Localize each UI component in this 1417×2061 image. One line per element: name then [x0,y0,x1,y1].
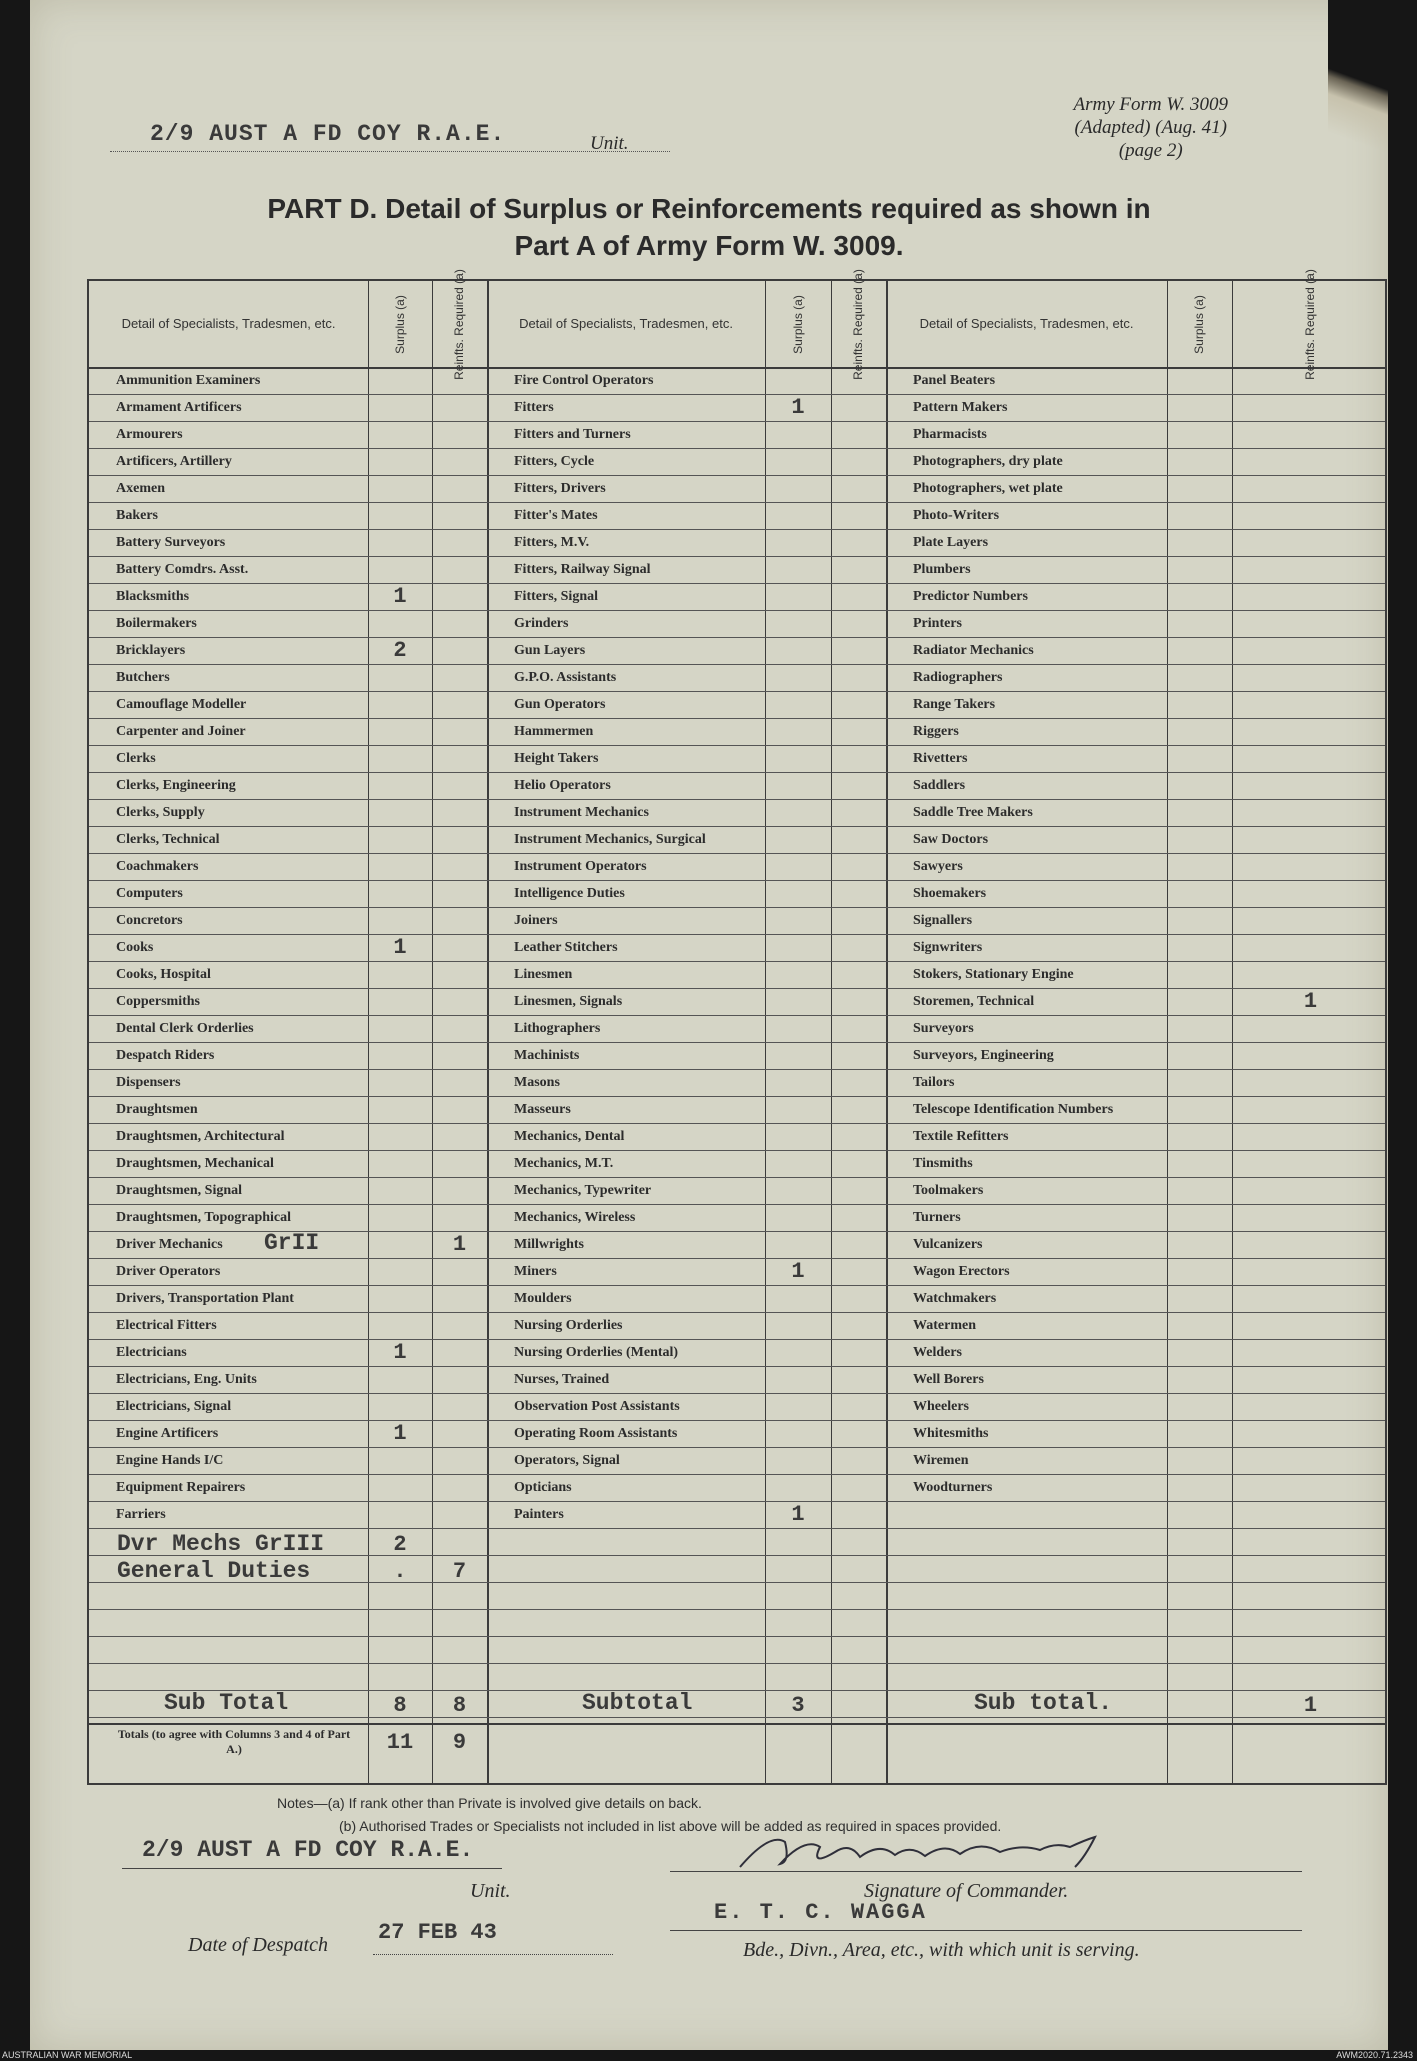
table-row-label: Artificers, Artillery [116,454,232,469]
bde-value: E. T. C. WAGGA [714,1900,927,1925]
header-rule [89,367,1385,369]
table-row-label: Saw Doctors [913,832,989,847]
form-ref-line: Army Form W. 3009 [1073,94,1228,115]
header-surplus [765,284,831,364]
table-row-label: Whitesmiths [913,1426,989,1441]
row-rule [89,637,1385,638]
table-row-label: Fitters [514,400,554,415]
table-row-label: Tailors [913,1075,955,1090]
handwritten-row-label: Dvr Mechs GrIII [117,1531,325,1557]
table-row-label: Battery Surveyors [116,535,226,550]
row-rule [89,1258,1385,1259]
row-rule [89,529,1385,530]
table-row-label: Plumbers [913,562,971,577]
form-ref-line: (page 2) [1118,140,1183,161]
header-surplus [1167,284,1232,364]
table-row-label: Nursing Orderlies [514,1318,623,1333]
signature-line [670,1871,1302,1872]
table-row-label: Drivers, Transportation Plant [116,1291,294,1306]
table-row-label: Leather Stitchers [514,940,618,955]
table-row-label: Miners [514,1264,557,1279]
table-row-label: Shoemakers [913,886,987,901]
row-rule [89,610,1385,611]
handwritten-grade: GrII [264,1230,320,1256]
table-row-label: Vulcanizers [913,1237,983,1252]
table-row-label: Rivetters [913,751,968,766]
surplus-value: . [393,1559,407,1584]
row-rule [89,1663,1385,1664]
table-row-label: Mechanics, M.T. [514,1156,614,1171]
table-row-label: Gun Layers [514,643,586,658]
table-row-label: Coachmakers [116,859,199,874]
header-surplus-text: Surplus (a) [1192,294,1206,354]
table-row-label: Engine Artificers [116,1426,219,1441]
table-row-label: Ammunition Examiners [116,373,261,388]
table-row-label: Radiographers [913,670,1003,685]
table-row-label: Operators, Signal [514,1453,620,1468]
row-rule [89,1366,1385,1367]
table-row-label: Surveyors, Engineering [913,1048,1054,1063]
table-row-label: Axemen [116,481,165,496]
column-divider [1232,281,1233,1783]
table-row-label: Engine Hands I/C [116,1453,224,1468]
table-row-label: Draughtsmen, Mechanical [116,1156,274,1171]
row-rule [89,745,1385,746]
header-reinfts-text: Reinfts. Required (a) [452,268,466,380]
row-rule [89,1609,1385,1610]
table-row-label: Nurses, Trained [514,1372,610,1387]
group-divider [487,281,489,1783]
row-rule [89,1339,1385,1340]
table-row-label: Fitters and Turners [514,427,631,442]
table-row-label: Range Takers [913,697,996,712]
table-row-label: Bakers [116,508,158,523]
header-detail: Detail of Specialists, Tradesmen, etc. [121,316,336,331]
row-rule [89,1096,1385,1097]
table-row-label: Tinsmiths [913,1156,973,1171]
date-value: 27 FEB 43 [378,1920,497,1945]
subtotal-reinfts: 8 [452,1693,467,1718]
table-row-label: Masons [514,1075,560,1090]
reinfts-value: 7 [452,1559,467,1584]
table-row-label: Cooks, Hospital [116,967,211,982]
bde-line [670,1930,1302,1931]
subtotal-rule [89,1723,1385,1725]
row-rule [89,772,1385,773]
note-a: Notes—(a) If rank other than Private is involved give details on back. [277,1795,702,1811]
header-reinfts-text: Reinfts. Required (a) [851,268,865,380]
header-reinfts [1232,268,1389,380]
table-row-label: Turners [913,1210,961,1225]
table-row-label: Instrument Mechanics [514,805,649,820]
table-row-label: Driver Operators [116,1264,221,1279]
table-row-label: Carpenter and Joiner [116,724,246,739]
row-rule [89,448,1385,449]
table-row-label: Despatch Riders [116,1048,215,1063]
table-row-label: Watermen [913,1318,976,1333]
row-rule [89,1420,1385,1421]
archive-footer [0,2050,1417,2061]
row-rule [89,907,1385,908]
table-row-label: Grinders [514,616,569,631]
table-row-label: Signwriters [913,940,983,955]
table-row-label: Armament Artificers [116,400,242,415]
row-rule [89,961,1385,962]
table-row-label: Predictor Numbers [913,589,1028,604]
table-row-label: Linesmen, Signals [514,994,623,1009]
table-row-label: Linesmen [514,967,573,982]
table-row-label: Intelligence Duties [514,886,625,901]
table-row-label: Mechanics, Typewriter [514,1183,652,1198]
row-rule [89,691,1385,692]
table-row-label: Sawyers [913,859,963,874]
table-row-label: Equipment Repairers [116,1480,246,1495]
row-rule [89,718,1385,719]
table-row-label: Wiremen [913,1453,969,1468]
surplus-value: 1 [791,395,805,420]
surplus-value: 1 [393,584,407,609]
table-row-label: Riggers [913,724,959,739]
table-row-label: Electricians, Signal [116,1399,232,1414]
surplus-value: 1 [393,1421,407,1446]
table-row-label: Mechanics, Dental [514,1129,625,1144]
unit-value-bottom: 2/9 AUST A FD COY R.A.E. [142,1837,474,1863]
row-rule [89,1447,1385,1448]
header-surplus-text: Surplus (a) [790,294,805,354]
note-b: (b) Authorised Trades or Specialists not included in list above will be added as required in spaces provided. [339,1818,1002,1834]
surplus-value: 1 [791,1259,805,1284]
table-row-label: Surveyors [913,1021,974,1036]
totals-label: Totals (to agree with Columns 3 and 4 of Part A.) [117,1727,351,1756]
table-row-label: Wagon Erectors [913,1264,1010,1279]
table-row-label: Opticians [514,1480,572,1495]
row-rule [89,394,1385,395]
handwritten-row-label: General Duties [117,1558,311,1584]
surplus-value: 2 [393,638,407,663]
specialists-table [87,268,1387,1785]
table-row-label: Wheelers [913,1399,969,1414]
table-row-label: Gun Operators [514,697,606,712]
table-row-label: Instrument Operators [514,859,647,874]
commander-signature [710,1822,1210,1882]
row-rule [89,475,1385,476]
table-row-label: Fitters, Railway Signal [514,562,651,577]
unit-value-top: 2/9 AUST A FD COY R.A.E. [150,121,506,147]
subtotal-label: Sub Total [164,1690,289,1716]
table-row-label: Well Borers [913,1372,984,1387]
table-row-label: Observation Post Assistants [514,1399,680,1414]
table-row-label: Photo-Writers [913,508,1000,523]
table-row-label: Fitter's Mates [514,508,598,523]
table-row-label: Lithographers [514,1021,601,1036]
table-row-label: Masseurs [514,1102,571,1117]
column-divider [1167,281,1168,1783]
table-row-label: Machinists [514,1048,580,1063]
row-rule [89,1474,1385,1475]
table-row-label: Boilermakers [116,616,197,631]
subtotal-label: Sub total. [974,1690,1113,1716]
table-row-label: Storemen, Technical [913,994,1035,1009]
form-page [30,0,1388,2050]
bde-label: Bde., Divn., Area, etc., with which unit is serving. [743,1939,1140,1961]
row-rule [89,556,1385,557]
row-rule [89,1717,1385,1718]
table-row-label: Operating Room Assistants [514,1426,678,1441]
table-row-label: Pattern Makers [913,400,1008,415]
table-row-label: Clerks, Supply [116,805,205,820]
header-reinfts [831,268,886,380]
unit-line-bottom [122,1868,502,1869]
table-row-label: Electricians, Eng. Units [116,1372,257,1387]
table-row-label: Clerks [116,751,156,766]
surplus-value: 2 [393,1532,407,1557]
table-row-label: Saddle Tree Makers [913,805,1033,820]
row-rule [89,1636,1385,1637]
table-row-label: Printers [913,616,962,631]
row-rule [89,988,1385,989]
subtotal-surplus: 8 [393,1693,407,1718]
table-row-label: Butchers [116,670,170,685]
table-row-label: Joiners [514,913,558,928]
table-row-label: Telescope Identification Numbers [913,1102,1114,1117]
subtotal-reinfts: 1 [1303,1693,1318,1718]
table-row-label: Cooks [116,940,154,955]
table-row-label: Clerks, Technical [116,832,220,847]
table-row-label: Electricians [116,1345,187,1360]
table-row-label: Armourers [116,427,183,442]
row-rule [89,421,1385,422]
row-rule [89,1393,1385,1394]
table-row-label: Photographers, dry plate [913,454,1063,469]
row-rule [89,799,1385,800]
header-reinfts-text: Reinfts. Required (a) [1303,268,1317,380]
subtotal-label: Subtotal [582,1690,693,1716]
form-ref-line: (Adapted) (Aug. 41) [1074,117,1227,138]
table-row-label: Painters [514,1507,564,1522]
table-row-label: Farriers [116,1507,166,1522]
table-row-label: Draughtsmen, Signal [116,1183,243,1198]
table-row-label: Camouflage Modeller [116,697,247,712]
unit-label-bottom: Unit. [470,1880,511,1902]
table-row-label: Plate Layers [913,535,989,550]
signature-label: Signature of Commander. [864,1880,1069,1902]
header-detail: Detail of Specialists, Tradesmen, etc. [519,316,733,331]
table-row-label: Dental Clerk Orderlies [116,1021,254,1036]
table-row-label: Welders [913,1345,962,1360]
row-rule [89,853,1385,854]
table-row-label: Stokers, Stationary Engine [913,967,1074,982]
row-rule [89,826,1385,827]
table-row-label: Pharmacists [913,427,987,442]
row-rule [89,1312,1385,1313]
row-rule [89,934,1385,935]
table-row-label: Radiator Mechanics [913,643,1034,658]
table-row-label: Fire Control Operators [514,373,654,388]
table-row-label: Draughtsmen [116,1102,198,1117]
unit-line-top [110,123,670,152]
row-rule [89,502,1385,503]
archive-ref: AWM2020.71.2343 [1336,2050,1413,2060]
table-row-label: Blacksmiths [116,589,190,604]
row-rule [89,664,1385,665]
unit-label-top: Unit. [590,133,629,154]
surplus-value: 1 [791,1502,805,1527]
reinfts-value: 1 [1303,989,1318,1014]
table-row-label: Electrical Fitters [116,1318,217,1333]
table-row-label: Draughtsmen, Topographical [116,1210,292,1225]
header-surplus-text: Surplus (a) [392,294,407,354]
table-row-label: Clerks, Engineering [116,778,236,793]
subtotal-surplus: 3 [791,1693,805,1718]
table-row-label: Dispensers [116,1075,181,1090]
row-rule [89,1177,1385,1178]
table-row-label: Driver Mechanics [116,1237,223,1252]
row-rule [89,1528,1385,1529]
table-row-label: Woodturners [913,1480,993,1495]
date-label: Date of Despatch [188,1934,328,1956]
header-detail: Detail of Specialists, Tradesmen, etc. [919,316,1134,331]
table-row-label: Moulders [514,1291,572,1306]
column-divider [831,281,832,1783]
page-title [30,190,1388,264]
row-rule [89,1015,1385,1016]
header-reinfts [432,268,487,380]
table-row-label: Panel Beaters [913,373,996,388]
row-rule [89,583,1385,584]
header-surplus [368,284,432,364]
form-reference [1074,93,1228,162]
table-row-label: Nursing Orderlies (Mental) [514,1345,679,1360]
reinfts-value: 1 [452,1232,467,1257]
row-rule [89,1042,1385,1043]
table-row-label: Height Takers [514,751,599,766]
title-line-2: Part A of Army Form W. 3009. [514,230,904,261]
row-rule [89,1501,1385,1502]
table-row-label: Helio Operators [514,778,611,793]
totals-reinfts: 9 [452,1730,467,1755]
table-row-label: Fitters, Signal [514,589,598,604]
table-row-label: Fitters, M.V. [514,535,590,550]
table-row-label: Fitters, Cycle [514,454,595,469]
totals-surplus: 11 [386,1730,414,1755]
table-row-label: Mechanics, Wireless [514,1210,636,1225]
table-row-label: Bricklayers [116,643,186,658]
table-row-label: G.P.O. Assistants [514,670,617,685]
table-row-label: Fitters, Drivers [514,481,606,496]
table-row-label: Draughtsmen, Architectural [116,1129,285,1144]
title-line-1: PART D. Detail of Surplus or Reinforcements required as shown in [267,193,1151,224]
table-row-label: Signallers [913,913,973,928]
table-row-label: Hammermen [514,724,594,739]
table-row-label: Saddlers [913,778,966,793]
table-row-label: Toolmakers [913,1183,984,1198]
table-row-label: Textile Refitters [913,1129,1009,1144]
row-rule [89,1069,1385,1070]
table-row-label: Watchmakers [913,1291,997,1306]
table-row-label: Coppersmiths [116,994,201,1009]
table-row-label: Battery Comdrs. Asst. [116,562,249,577]
table-row-label: Concretors [116,913,183,928]
row-rule [89,880,1385,881]
row-rule [89,1150,1385,1151]
table-row-label: Photographers, wet plate [913,481,1063,496]
date-line [373,1954,613,1955]
table-row-label: Computers [116,886,183,901]
archive-name: AUSTRALIAN WAR MEMORIAL [2,2050,133,2060]
column-divider [765,281,766,1783]
surplus-value: 1 [393,935,407,960]
group-divider [886,281,888,1783]
table-row-label: Instrument Mechanics, Surgical [514,832,706,847]
table-row-label: Millwrights [514,1237,584,1252]
surplus-value: 1 [393,1340,407,1365]
